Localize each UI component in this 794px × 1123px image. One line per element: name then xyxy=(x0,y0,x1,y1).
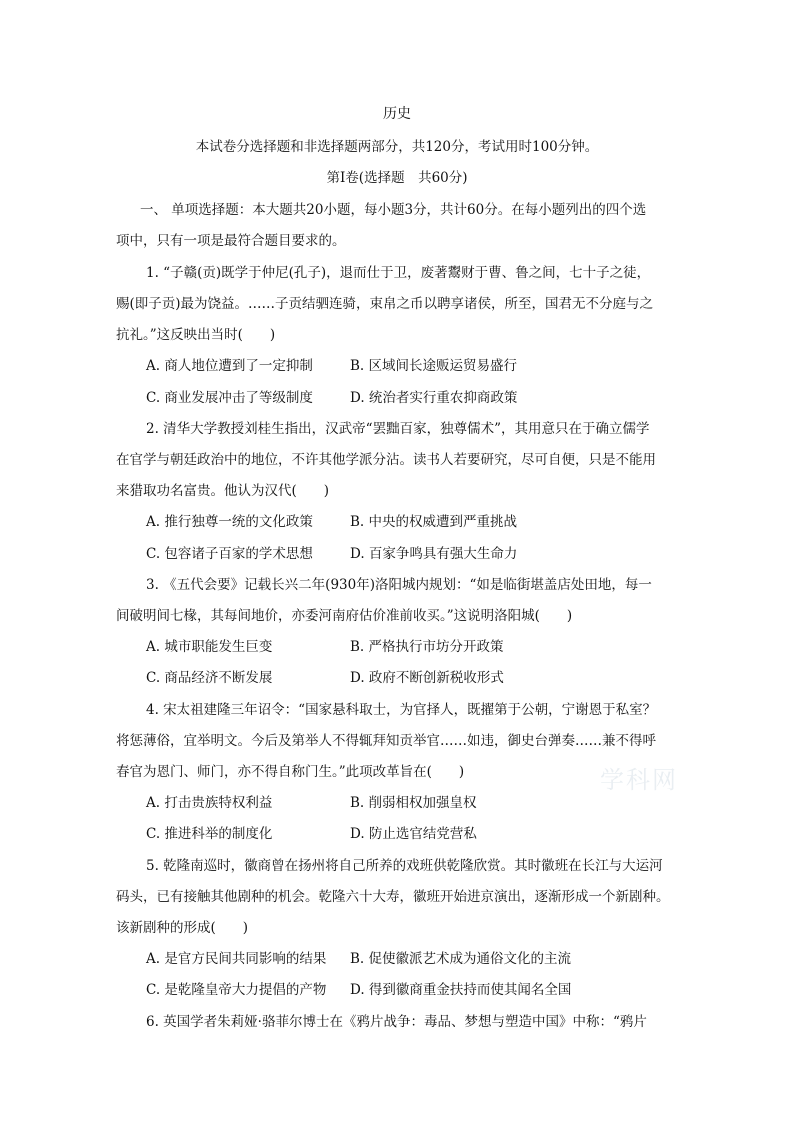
question-2-stem-line-1: 2. 清华大学教授刘桂生指出，汉武帝“罢黜百家，独尊儒术”，其用意只在于确立儒学 xyxy=(146,421,650,437)
exam-instructions: 本试卷分选择题和非选择题两部分，共120分，考试用时100分钟。 xyxy=(195,139,599,155)
question-5-stem-line-2: 码头，已有接触其他剧种的机会。乾隆六十大寿，徽班开始进京演出，逐渐形成一个新剧种。 xyxy=(116,889,670,905)
question-5-option-c: C. 是乾隆皇帝大力提倡的产物 xyxy=(146,982,327,998)
question-3-option-c: C. 商品经济不断发展 xyxy=(146,670,273,686)
question-2-option-c: C. 包容诸子百家的学术思想 xyxy=(146,546,313,562)
question-4-option-c: C. 推进科举的制度化 xyxy=(146,826,273,842)
question-1-stem-line-1: 1. “子赣(贡)既学于仲尼(孔子)，退而仕于卫，废著鬻财于曹、鲁之间，七十子之徒， xyxy=(146,265,651,281)
question-3-stem-line-1: 3. 《五代会要》记载长兴二年(930年)洛阳城内规划：“如是临街堪盖店处田地，每一 xyxy=(146,577,652,593)
question-1-option-c: C. 商业发展冲击了等级制度 xyxy=(146,390,313,406)
question-4-stem-line-1: 4. 宋太祖建隆三年诏令：“国家悬科取士，为官择人，既擢第于公朝，宁谢恩于私室？ xyxy=(146,702,657,718)
question-6-stem-line-1: 6. 英国学者朱莉娅·骆菲尔博士在《鸦片战争：毒品、梦想与塑造中国》中称：“鸦片 xyxy=(146,1014,647,1030)
question-1-stem-line-3: 抗礼。”这反映出当时( ) xyxy=(116,327,276,343)
question-3-stem-line-2: 间破明间七椽，其每间地价，亦委河南府估价准前收买。”这说明洛阳城( ) xyxy=(116,608,573,624)
question-5-option-a: A. 是官方民间共同影响的结果 xyxy=(146,951,327,967)
section-instruction-line-2: 项中，只有一项是最符合题目要求的。 xyxy=(116,233,346,249)
question-4-option-d: D. 防止选官结党营私 xyxy=(350,826,477,842)
question-5-option-b: B. 促使徽派艺术成为通俗文化的主流 xyxy=(350,951,572,967)
question-2-stem-line-2: 在官学与朝廷政治中的地位，不许其他学派分沾。读书人若要研究，尽可自便，只是不能用 xyxy=(116,452,656,468)
exam-title: 历史 xyxy=(383,106,411,122)
question-5-stem-line-3: 该新剧种的形成( ) xyxy=(116,920,249,936)
question-5-stem-line-1: 5. 乾隆南巡时，徽商曾在扬州将自己所养的戏班供乾隆欣赏。其时徽班在长江与大运河 xyxy=(146,858,663,874)
question-1-option-a: A. 商人地位遭到了一定抑制 xyxy=(146,358,313,374)
question-4-stem-line-2: 将惩薄俗，宜举明文。今后及第举人不得辄拜知贡举官……如违，御史台弹奏……兼不得呼 xyxy=(116,733,656,749)
question-2-option-b: B. 中央的权威遭到严重挑战 xyxy=(350,514,518,530)
question-1-option-b: B. 区域间长途贩运贸易盛行 xyxy=(350,358,518,374)
question-3-option-a: A. 城市职能发生巨变 xyxy=(146,639,273,655)
question-2-stem-line-3: 来猎取功名富贵。他认为汉代( ) xyxy=(116,483,330,499)
question-2-option-d: D. 百家争鸣具有强大生命力 xyxy=(350,546,518,562)
question-1-stem-line-2: 赐(即子贡)最为饶益。……子贡结驷连骑，束帛之币以聘享诸侯，所至，国君无不分庭与之 xyxy=(116,296,654,312)
question-3-option-d: D. 政府不断创新税收形式 xyxy=(350,670,504,686)
question-4-option-a: A. 打击贵族特权利益 xyxy=(146,795,273,811)
question-4-stem-line-3: 春官为恩门、师门，亦不得自称门生。”此项改革旨在( ) xyxy=(116,764,465,780)
watermark: 学科网 xyxy=(600,766,678,794)
question-2-option-a: A. 推行独尊一统的文化政策 xyxy=(146,514,313,530)
part-heading: 第Ⅰ卷(选择题 共60分) xyxy=(326,170,468,186)
question-4-option-b: B. 削弱相权加强皇权 xyxy=(350,795,477,811)
section-instruction-line-1: 一、 单项选择题：本大题共20小题，每小题3分，共计60分。在每小题列出的四个选 xyxy=(140,202,647,218)
question-3-option-b: B. 严格执行市坊分开政策 xyxy=(350,639,504,655)
question-1-option-d: D. 统治者实行重农抑商政策 xyxy=(350,390,518,406)
question-5-option-d: D. 得到徽商重金扶持而使其闻名全国 xyxy=(350,982,572,998)
